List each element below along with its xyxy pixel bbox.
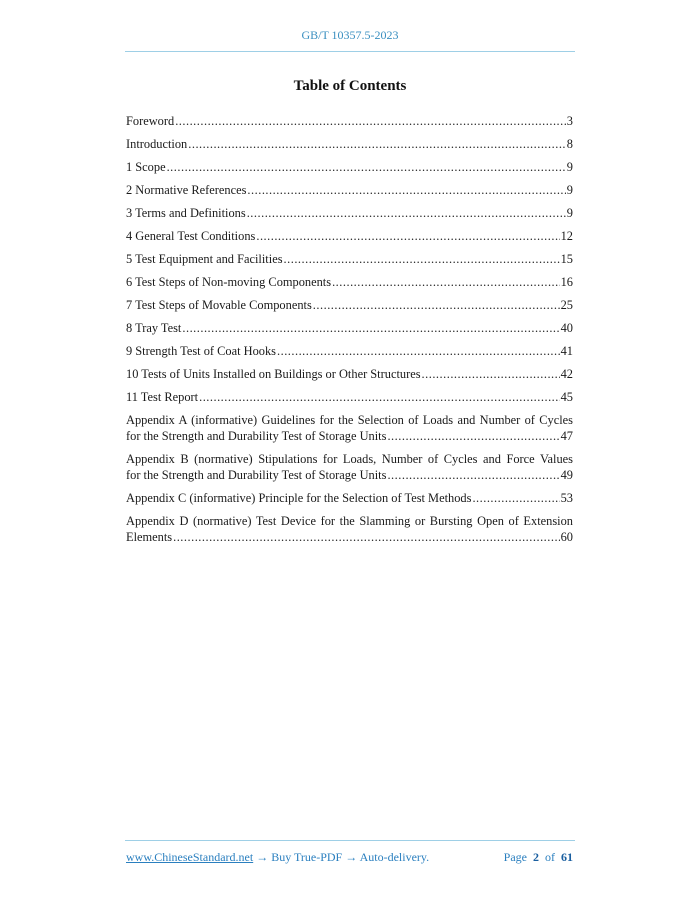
auto-delivery-text: Auto-delivery. [359, 850, 430, 864]
dot-leader [175, 113, 566, 129]
dot-leader [167, 159, 566, 175]
toc-entry-line [126, 297, 573, 313]
dot-leader [173, 529, 560, 545]
toc-entry-page: 60 [560, 530, 573, 544]
toc-entry-line [126, 467, 573, 483]
toc-entry-title: 4 General Test Conditions [126, 229, 256, 243]
dot-leader [199, 389, 560, 405]
toc-entry-title: 5 Test Equipment and Facilities [126, 252, 283, 266]
toc-entry-title: 6 Test Steps of Non-moving Components [126, 275, 332, 289]
toc-entry-title: 3 Terms and Definitions [126, 206, 246, 220]
page-current: 2 [533, 850, 539, 864]
toc-entry[interactable] [126, 297, 573, 313]
page-title: Table of Contents [293, 78, 407, 94]
toc-entry-page: 12 [560, 229, 573, 243]
toc-entry-page: 8 [566, 137, 573, 151]
toc-entry-line [126, 343, 573, 359]
toc-entry-line [126, 159, 573, 175]
toc-entry-line [126, 113, 573, 129]
toc-entry[interactable] [126, 136, 573, 152]
toc-entry[interactable] [126, 251, 573, 267]
dot-leader [313, 297, 560, 313]
table-of-contents [126, 113, 573, 552]
toc-entry-page: 3 [566, 114, 573, 128]
toc-entry[interactable] [126, 490, 573, 506]
toc-entry-page: 53 [560, 491, 573, 505]
toc-entry-title: Foreword [126, 114, 175, 128]
toc-entry-title: 8 Tray Test [126, 321, 182, 335]
toc-entry-title: Appendix D (normative) Test Device for the Slamming or Bursting Open of Extension [126, 514, 573, 528]
toc-entry-page: 9 [566, 183, 573, 197]
dot-leader [256, 228, 559, 244]
toc-entry-page: 45 [560, 390, 573, 404]
dot-leader [422, 366, 560, 382]
toc-entry[interactable] [126, 113, 573, 129]
toc-entry-title: for the Strength and Durability Test of Storage Units [126, 429, 387, 443]
footer-left [126, 850, 429, 865]
toc-entry[interactable] [126, 159, 573, 175]
toc-entry-line [126, 490, 573, 506]
page-footer [126, 850, 573, 865]
toc-entry[interactable] [126, 412, 573, 444]
toc-entry-title: 10 Tests of Units Installed on Buildings or Other Structures [126, 367, 421, 381]
toc-entry-page: 9 [566, 206, 573, 220]
dot-leader [332, 274, 560, 290]
toc-entry-title: 11 Test Report [126, 390, 199, 404]
toc-entry-title: Elements [126, 530, 173, 544]
arrow-icon: → [256, 850, 269, 864]
toc-entry-title: Appendix B (normative) Stipulations for Loads, Number of Cycles and Force Values [126, 452, 573, 466]
toc-entry-line [126, 428, 573, 444]
toc-entry-line [126, 366, 573, 382]
toc-entry-title: 1 Scope [126, 160, 166, 174]
page-label: Page [503, 850, 527, 864]
toc-entry-title: 7 Test Steps of Movable Components [126, 298, 312, 312]
document-header: GB/T 10357.5-2023 [301, 28, 399, 42]
toc-entry[interactable] [126, 205, 573, 221]
site-link[interactable]: www.ChineseStandard.net [126, 850, 254, 864]
toc-entry-page: 47 [560, 429, 573, 443]
toc-entry-line [126, 529, 573, 545]
toc-entry-line [126, 205, 573, 221]
dot-leader [387, 428, 559, 444]
dot-leader [284, 251, 560, 267]
toc-entry-page: 42 [560, 367, 573, 381]
toc-entry[interactable] [126, 320, 573, 336]
header-divider [125, 51, 575, 52]
toc-entry-title: Appendix C (informative) Principle for the Selection of Test Methods [126, 491, 472, 505]
dot-leader [247, 182, 565, 198]
toc-entry[interactable] [126, 513, 573, 545]
dot-leader [247, 205, 566, 221]
buy-pdf-link[interactable]: Buy True-PDF [271, 850, 343, 864]
toc-entry-line [126, 182, 573, 198]
dot-leader [188, 136, 566, 152]
toc-entry-page: 49 [560, 468, 573, 482]
toc-entry-line [126, 389, 573, 405]
toc-entry[interactable] [126, 343, 573, 359]
toc-entry[interactable] [126, 182, 573, 198]
footer-divider [125, 840, 575, 841]
toc-entry-page: 40 [560, 321, 573, 335]
toc-entry-page: 41 [560, 344, 573, 358]
toc-entry-title: Introduction [126, 137, 188, 151]
page-indicator [504, 850, 573, 865]
dot-leader [472, 490, 559, 506]
toc-entry[interactable] [126, 228, 573, 244]
toc-entry[interactable] [126, 366, 573, 382]
toc-entry-line [126, 274, 573, 290]
toc-entry-line [126, 320, 573, 336]
toc-entry[interactable] [126, 451, 573, 483]
toc-entry-page: 25 [560, 298, 573, 312]
toc-entry-title: 9 Strength Test of Coat Hooks [126, 344, 276, 358]
page-total: 61 [561, 850, 573, 864]
page-of: of [545, 850, 555, 864]
toc-entry-title: for the Strength and Durability Test of Storage Units [126, 468, 387, 482]
toc-entry-title: Appendix A (informative) Guidelines for the Selection of Loads and Number of Cycles [126, 413, 573, 427]
dot-leader [387, 467, 559, 483]
toc-entry[interactable] [126, 389, 573, 405]
toc-entry-line [126, 136, 573, 152]
toc-entry-title: 2 Normative References [126, 183, 247, 197]
toc-entry-line [126, 251, 573, 267]
arrow-icon: → [345, 850, 358, 864]
dot-leader [182, 320, 559, 336]
toc-entry-page: 16 [560, 275, 573, 289]
toc-entry-page: 15 [560, 252, 573, 266]
toc-entry[interactable] [126, 274, 573, 290]
toc-entry-page: 9 [566, 160, 573, 174]
dot-leader [277, 343, 560, 359]
toc-entry-line [126, 228, 573, 244]
